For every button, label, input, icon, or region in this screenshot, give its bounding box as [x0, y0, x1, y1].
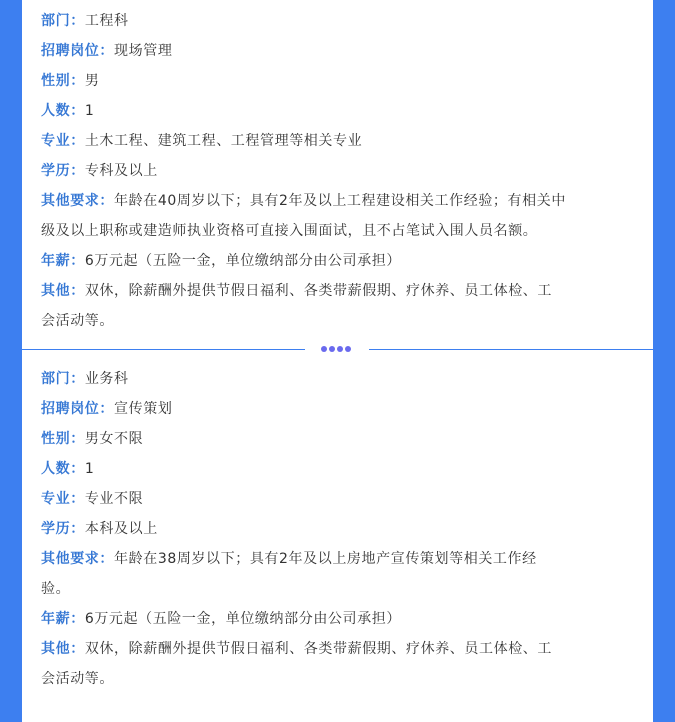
count-value: 1 [84, 103, 95, 119]
dept-value: 业务科 [84, 371, 129, 387]
post-value: 宣传策划 [114, 401, 173, 417]
divider-dot [337, 346, 343, 352]
other-row [41, 276, 641, 306]
separator: ： [70, 13, 85, 29]
job-posting-card [22, 0, 653, 722]
salary-row [41, 246, 641, 276]
dept-label: 部门 [41, 371, 71, 387]
other-value-line1: 双休，除薪酬外提供节假日福利、各类带薪假期、疗休养、员工体检、工 [84, 641, 553, 657]
req-value-line2: 验。 [41, 581, 71, 597]
edu-value: 本科及以上 [84, 521, 158, 537]
major-label: 专业 [41, 133, 71, 149]
edu-label: 学历 [41, 521, 71, 537]
gender-value: 男 [84, 73, 100, 89]
count-label: 人数 [41, 461, 71, 477]
other-row [41, 634, 641, 664]
req-row [41, 186, 641, 216]
separator: ： [70, 611, 85, 627]
count-row [41, 96, 641, 126]
major-row [41, 484, 641, 514]
other-value-line2: 会活动等。 [41, 313, 114, 329]
count-label: 人数 [41, 103, 71, 119]
separator: ： [70, 491, 85, 507]
divider-line-left [22, 349, 305, 350]
edu-label: 学历 [41, 163, 71, 179]
post-row [41, 394, 641, 424]
req-row-continued [41, 216, 641, 246]
dept-value: 工程科 [84, 13, 129, 29]
req-value-line2: 级及以上职称或建造师执业资格可直接入围面试，且不占笔试入围人员名额。 [41, 223, 538, 239]
separator: ： [99, 401, 115, 417]
salary-value: 6万元起（五险一金，单位缴纳部分由公司承担） [84, 611, 401, 627]
count-row [41, 454, 641, 484]
gender-label: 性别 [41, 431, 71, 447]
salary-value: 6万元起（五险一金，单位缴纳部分由公司承担） [84, 253, 401, 269]
separator: ： [99, 193, 115, 209]
other-label: 其他 [41, 283, 71, 299]
salary-row [41, 604, 641, 634]
divider-dot [321, 346, 327, 352]
major-label: 专业 [41, 491, 71, 507]
dept-label: 部门 [41, 13, 71, 29]
separator: ： [70, 641, 85, 657]
separator: ： [70, 73, 85, 89]
separator: ： [99, 43, 115, 59]
major-row [41, 126, 641, 156]
salary-label: 年薪 [41, 253, 71, 269]
separator: ： [70, 431, 85, 447]
separator: ： [70, 461, 85, 477]
req-label: 其他要求 [41, 551, 100, 567]
divider-dot [345, 346, 351, 352]
separator: ： [70, 371, 85, 387]
req-value-line1: 年龄在40周岁以下；具有2年及以上工程建设相关工作经验；有相关中 [114, 193, 566, 209]
req-row-continued [41, 574, 641, 604]
edu-row [41, 156, 641, 186]
edu-value: 专科及以上 [84, 163, 158, 179]
divider-dot [329, 346, 335, 352]
dept-row [41, 6, 641, 36]
divider-line-right [369, 349, 653, 350]
post-label: 招聘岗位 [41, 43, 100, 59]
other-label: 其他 [41, 641, 71, 657]
gender-row [41, 424, 641, 454]
separator: ： [70, 103, 85, 119]
post-value: 现场管理 [114, 43, 173, 59]
post-label: 招聘岗位 [41, 401, 100, 417]
major-value: 专业不限 [84, 491, 144, 507]
gender-value: 男女不限 [84, 431, 144, 447]
major-value: 土木工程、建筑工程、工程管理等相关专业 [84, 133, 363, 149]
edu-row [41, 514, 641, 544]
count-value: 1 [84, 461, 95, 477]
other-row-continued [41, 306, 641, 336]
separator: ： [70, 521, 85, 537]
gender-label: 性别 [41, 73, 71, 89]
post-row [41, 36, 641, 66]
separator: ： [99, 551, 115, 567]
separator: ： [70, 283, 85, 299]
other-row-continued [41, 664, 641, 694]
dept-row [41, 364, 641, 394]
separator: ： [70, 133, 85, 149]
separator: ： [70, 163, 85, 179]
req-label: 其他要求 [41, 193, 100, 209]
req-value-line1: 年龄在38周岁以下；具有2年及以上房地产宣传策划等相关工作经 [114, 551, 537, 567]
req-row [41, 544, 641, 574]
gender-row [41, 66, 641, 96]
other-value-line2: 会活动等。 [41, 671, 114, 687]
separator: ： [70, 253, 85, 269]
other-value-line1: 双休，除薪酬外提供节假日福利、各类带薪假期、疗休养、员工体检、工 [84, 283, 553, 299]
salary-label: 年薪 [41, 611, 71, 627]
